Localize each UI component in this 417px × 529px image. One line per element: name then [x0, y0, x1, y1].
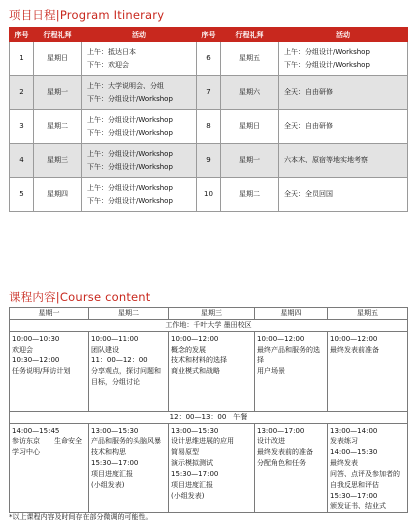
schedule-line: 简易原型 [171, 448, 199, 457]
activity-line: 上午：大学说明会、分组 [87, 82, 164, 91]
row-number: 3 [10, 110, 34, 144]
itinerary-row [10, 42, 408, 76]
schedule-line: 13:00—17:00 [257, 426, 305, 435]
schedule-line: 颁发证书、结业式 [330, 502, 386, 511]
morning-block [169, 331, 255, 411]
itinerary-title: 项目日程|Program Itinerary [9, 8, 165, 22]
schedule-line: 欢迎会 [12, 345, 33, 354]
row-day: 星期一 [34, 76, 82, 110]
schedule-line: 团队建设 [91, 345, 119, 354]
header-activity: 活动 [279, 28, 408, 42]
itinerary-row [10, 178, 408, 212]
schedule-line: 设计改进 [257, 437, 285, 446]
schedule-line: 13:00—14:00 [330, 426, 378, 435]
itinerary-row [10, 76, 408, 110]
row-activity [82, 76, 197, 110]
row-number: 7 [197, 76, 221, 110]
schedule-line: (小组发表) [91, 480, 125, 489]
header-no: 序号 [10, 28, 34, 42]
row-day: 星期五 [221, 42, 279, 76]
row-number: 5 [10, 178, 34, 212]
row-number: 2 [10, 76, 34, 110]
schedule-line: 10:30—12:00 [12, 356, 60, 365]
schedule-line: 10:00—10:30 [12, 334, 60, 343]
course-title: 课程内容|Course content [9, 290, 151, 304]
row-day: 星期三 [34, 144, 82, 178]
activity-line: 下午：分组设计/Workshop [87, 196, 173, 205]
row-activity [279, 178, 408, 212]
row-activity [279, 110, 408, 144]
afternoon-block [10, 423, 89, 513]
course-day: 星期一 [10, 308, 89, 320]
activity-line: 全天：自由研修 [284, 122, 333, 131]
schedule-line: 商业模式和战略 [171, 367, 220, 376]
morning-row [10, 331, 408, 411]
schedule-line: 演示模拟测试 [171, 459, 213, 468]
itinerary-row [10, 110, 408, 144]
activity-line: 上午：抵达日本 [87, 48, 136, 57]
schedule-line: 最终发表 [330, 459, 358, 468]
schedule-line: 发表练习 [330, 437, 358, 446]
activity-line: 下午：分组设计/Workshop [87, 162, 173, 171]
row-activity [82, 42, 197, 76]
course-table [9, 307, 408, 513]
row-activity [82, 178, 197, 212]
schedule-line: 项目进度汇报 [91, 469, 133, 478]
schedule-line: 最终发表前的准备 [257, 448, 313, 457]
schedule-line: 分享观点，探讨问题和目标，分组讨论 [91, 367, 161, 387]
morning-block [328, 331, 408, 411]
schedule-line: 最终产品和服务的选择 [257, 345, 320, 365]
activity-line: 全天：全员回国 [284, 190, 333, 199]
activity-line: 六本木、原宿等地实地考察 [284, 156, 368, 165]
schedule-line: 15:30—17:00 [171, 469, 219, 478]
course-header-row [10, 308, 408, 320]
course-day: 星期四 [255, 308, 328, 320]
schedule-line: 14:00—15:45 [12, 426, 60, 435]
schedule-line: 最终发表前准备 [330, 345, 379, 354]
header-activity: 活动 [82, 28, 197, 42]
row-day: 星期日 [221, 110, 279, 144]
row-activity [82, 110, 197, 144]
row-activity [279, 76, 408, 110]
course-day: 星期三 [169, 308, 255, 320]
schedule-line: 10:00—12:00 [257, 334, 305, 343]
row-day: 星期二 [34, 110, 82, 144]
schedule-line: 分配角色和任务 [257, 459, 306, 468]
schedule-line: 问答、点评及参加者的自我反思和评估 [330, 469, 400, 489]
schedule-line: 参访东京 生命安全学习中心 [12, 437, 82, 457]
header-no: 序号 [197, 28, 221, 42]
schedule-line: 设计思维进展的应用 [171, 437, 234, 446]
afternoon-block [255, 423, 328, 513]
activity-line: 下午：分组设计/Workshop [87, 94, 173, 103]
activity-line: 下午：分组设计/Workshop [284, 60, 370, 69]
schedule-line: (小组发表) [171, 491, 205, 500]
row-day: 星期日 [34, 42, 82, 76]
schedule-line: 用户场景 [257, 367, 285, 376]
row-number: 9 [197, 144, 221, 178]
row-day: 星期四 [34, 178, 82, 212]
header-day: 行程礼拜 [34, 28, 82, 42]
row-number: 10 [197, 178, 221, 212]
schedule-line: 15:30—17:00 [330, 491, 378, 500]
schedule-line: 10:00—11:00 [91, 334, 139, 343]
row-number: 8 [197, 110, 221, 144]
row-activity [279, 42, 408, 76]
schedule-line: 任务说明/拜访计划 [12, 367, 71, 376]
activity-line: 上午：分组设计/Workshop [87, 184, 173, 193]
header-day: 行程礼拜 [221, 28, 279, 42]
afternoon-block [89, 423, 169, 513]
schedule-line: 13:00—15:30 [171, 426, 219, 435]
course-day: 星期二 [89, 308, 169, 320]
itinerary-row [10, 144, 408, 178]
row-number: 4 [10, 144, 34, 178]
afternoon-block [328, 423, 408, 513]
schedule-line: 10:00—12:00 [330, 334, 378, 343]
row-number: 1 [10, 42, 34, 76]
schedule-line: 13:00—15:30 [91, 426, 139, 435]
row-number: 6 [197, 42, 221, 76]
schedule-line: 产品和服务的头脑风暴技术和构思 [91, 437, 161, 457]
afternoon-row [10, 423, 408, 513]
itinerary-table [9, 27, 408, 212]
schedule-line: 概念的发展 [171, 345, 206, 354]
schedule-line: 项目进度汇报 [171, 480, 213, 489]
lunch-break: 12：00—13：00 午餐 [10, 411, 408, 423]
morning-block [255, 331, 328, 411]
row-day: 星期六 [221, 76, 279, 110]
activity-line: 下午：分组设计/Workshop [87, 128, 173, 137]
activity-line: 上午：分组设计/Workshop [87, 116, 173, 125]
schedule-line: 11：00—12：00 [91, 356, 148, 365]
morning-block [89, 331, 169, 411]
footnote: *以上课程内容及时间存在部分微调的可能性。 [9, 513, 153, 521]
schedule-line: 10:00—12:00 [171, 334, 219, 343]
activity-line: 下午：欢迎会 [87, 60, 129, 69]
activity-line: 全天：自由研修 [284, 88, 333, 97]
row-day: 星期一 [221, 144, 279, 178]
row-activity [279, 144, 408, 178]
course-day: 星期五 [328, 308, 408, 320]
activity-line: 上午：分组设计/Workshop [284, 48, 370, 57]
morning-block [10, 331, 89, 411]
course-location: 工作地：千叶大学 墨田校区 [10, 319, 408, 331]
row-activity [82, 144, 197, 178]
schedule-line: 15:30—17:00 [91, 459, 139, 468]
row-day: 星期二 [221, 178, 279, 212]
itinerary-header-row [10, 28, 408, 42]
afternoon-block [169, 423, 255, 513]
schedule-line: 技术和材料的选择 [171, 356, 227, 365]
schedule-line: 14:00—15:30 [330, 448, 378, 457]
activity-line: 上午：分组设计/Workshop [87, 150, 173, 159]
